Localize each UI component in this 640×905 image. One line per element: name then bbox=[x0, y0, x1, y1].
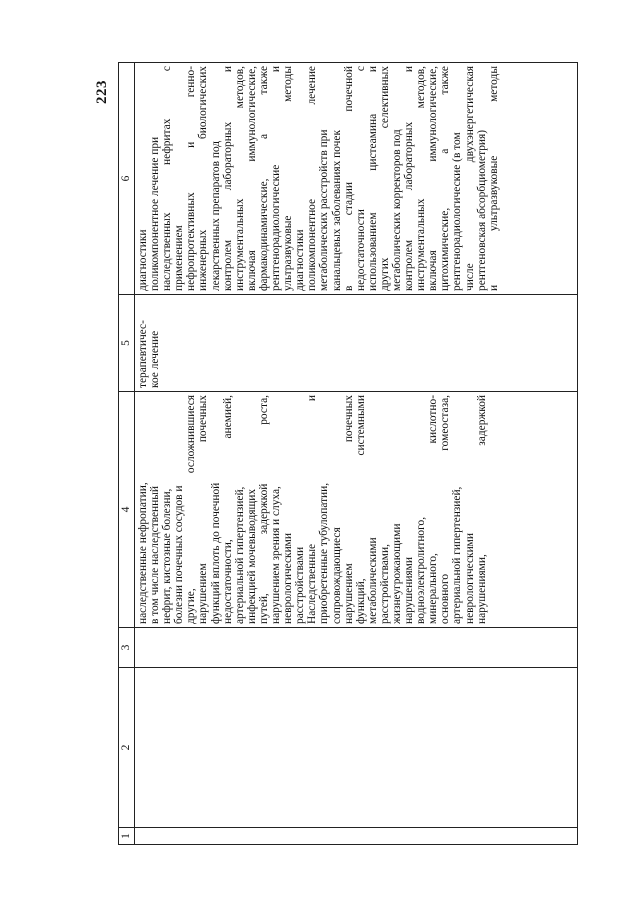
table-header-row bbox=[119, 63, 135, 845]
text-line: рентгенорадиологические (в том bbox=[451, 132, 464, 291]
rotated-table-container bbox=[118, 63, 578, 845]
header-col-3: 3 bbox=[119, 628, 135, 668]
text-line: минерального, кислотно- bbox=[427, 395, 440, 624]
text-line: инфекцией мочевыводящих bbox=[245, 488, 258, 624]
text-line: поликомпонентное лечение при bbox=[149, 136, 162, 291]
text-line: нефрит, кистозные болезни, bbox=[161, 488, 174, 624]
text-line: недостаточности с bbox=[354, 66, 367, 291]
cell-col-6 bbox=[135, 63, 578, 295]
header-col-4: 4 bbox=[119, 392, 135, 628]
text-line: нефропротективных и генно- bbox=[185, 66, 198, 291]
treatment-table bbox=[118, 62, 578, 845]
text-line: болезни почечных сосудов и bbox=[173, 485, 186, 624]
text-line: метаболических корректоров под bbox=[390, 129, 403, 291]
treatment-methods bbox=[135, 63, 502, 294]
text-line: функций вплоть до почечной bbox=[209, 482, 222, 624]
text-line: использованием цистеамина и bbox=[366, 66, 379, 291]
text-line: нарушением зрения и слуха, bbox=[270, 486, 283, 624]
text-line: приобретенные тубулопатии, bbox=[318, 482, 331, 624]
page-number: 223 bbox=[93, 80, 110, 104]
diseases-description bbox=[135, 392, 490, 627]
text-line: путей, задержкой роста, bbox=[257, 395, 270, 624]
text-line: расстройствами bbox=[294, 546, 307, 624]
text-line: применением bbox=[173, 225, 186, 291]
text-line: наследственных нефритах с bbox=[161, 66, 174, 291]
text-line: диагностики bbox=[137, 229, 149, 291]
text-line: терапевтичес- bbox=[137, 320, 149, 388]
text-line: диагностики bbox=[294, 229, 307, 291]
text-line: нарушениями bbox=[403, 557, 416, 624]
text-line: функций, системными bbox=[354, 395, 367, 624]
header-col-5: 5 bbox=[119, 295, 135, 392]
text-line: инженерных биологических bbox=[197, 66, 210, 291]
cell-col-2 bbox=[135, 668, 578, 828]
text-line: и ультразвуковые методы bbox=[487, 66, 500, 291]
text-line: неврологическими bbox=[282, 533, 295, 624]
treatment-type bbox=[135, 295, 163, 391]
text-line: инструментальных методов, bbox=[415, 66, 428, 291]
text-line: неврологическими bbox=[463, 533, 476, 624]
text-line: нарушением почечных bbox=[342, 395, 355, 624]
text-line: недостаточности, анемией, bbox=[221, 395, 234, 624]
header-col-6: 6 bbox=[119, 63, 135, 295]
text-line: канальцевых заболеваниях почек bbox=[330, 130, 343, 291]
text-line: фармакодинамические, а также bbox=[257, 66, 270, 291]
text-line: расстройствами, bbox=[378, 544, 391, 624]
table-row bbox=[135, 63, 578, 845]
text-line: артериальной гипертензией, bbox=[233, 486, 246, 624]
text-line: числе двухэнергетическая bbox=[463, 66, 476, 291]
cell-col-4 bbox=[135, 392, 578, 628]
text-line: в том числе наследственный bbox=[149, 486, 162, 624]
text-line: наследственные нефропатии, bbox=[137, 482, 149, 624]
text-line: жизнеугрожающими bbox=[390, 523, 403, 624]
header-col-2: 2 bbox=[119, 668, 135, 828]
text-line: контролем лабораторных и bbox=[221, 66, 234, 291]
text-line: основного гомеостаза, bbox=[439, 395, 452, 624]
text-line: водноэлектролитного, bbox=[415, 516, 428, 624]
text-line: рентгеновская абсорбциометрия) bbox=[475, 129, 488, 291]
text-line: кое лечение bbox=[149, 330, 162, 388]
text-line: артериальной гипертензией, bbox=[451, 486, 464, 624]
text-line: сопровождающиеся bbox=[330, 527, 343, 624]
text-line: нарушениями, задержкой bbox=[475, 395, 488, 624]
text-line: лекарственных препаратов под bbox=[209, 140, 222, 291]
text-line: включая иммунологические, bbox=[427, 66, 440, 291]
text-line: включая иммунологические, bbox=[245, 66, 258, 291]
cell-col-3 bbox=[135, 628, 578, 668]
text-line: нарушением почечных bbox=[197, 395, 210, 624]
text-line: других селективных bbox=[378, 66, 391, 291]
text-line: другие, осложнившиеся bbox=[185, 395, 198, 624]
cell-col-1 bbox=[135, 828, 578, 845]
text-line: Наследственные и bbox=[306, 395, 319, 624]
text-line: рентгенорадиологические и bbox=[270, 66, 283, 291]
text-line: контролем лабораторных и bbox=[403, 66, 416, 291]
text-line: метаболическими bbox=[366, 537, 379, 624]
text-line: метаболических расстройств при bbox=[318, 129, 331, 291]
text-line: ультразвуковые методы bbox=[282, 66, 295, 291]
cell-col-5 bbox=[135, 295, 578, 392]
text-line: в стадии почечной bbox=[342, 66, 355, 291]
text-line: инструментальных методов, bbox=[233, 66, 246, 291]
text-line: поликомпонентное лечение bbox=[306, 66, 319, 291]
header-col-1: 1 bbox=[119, 828, 135, 845]
text-line: цитохимические, а также bbox=[439, 66, 452, 291]
